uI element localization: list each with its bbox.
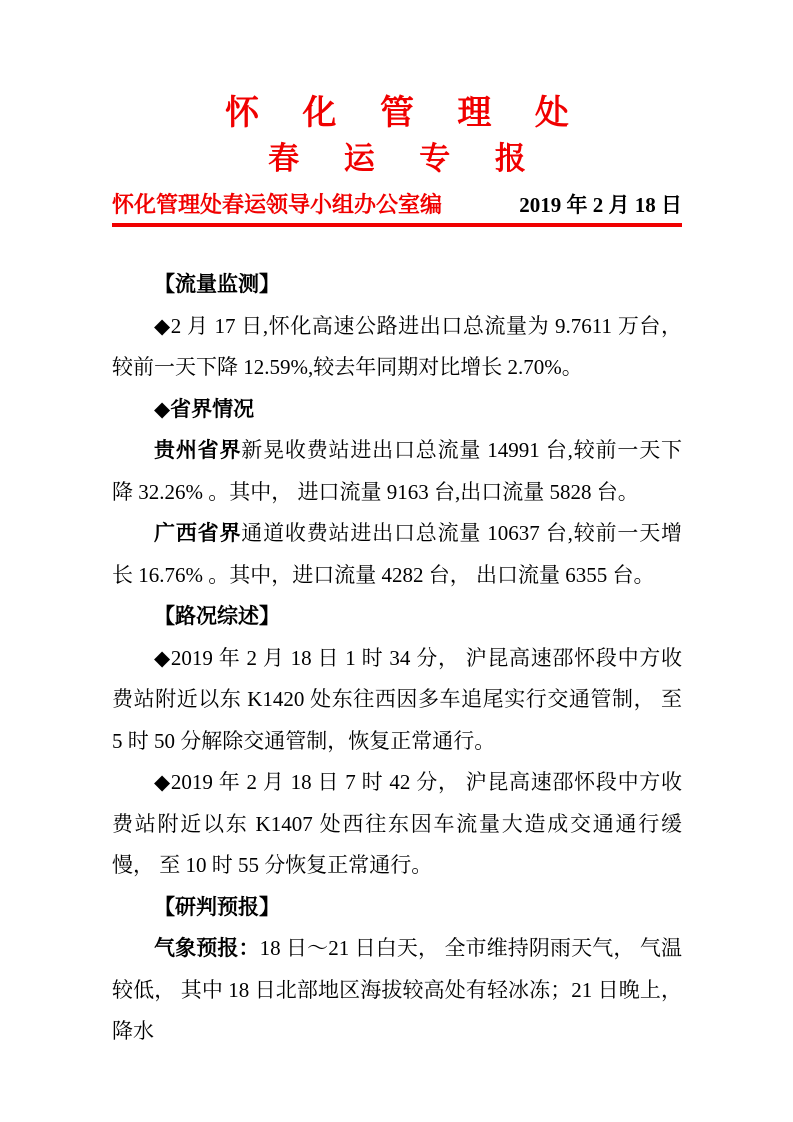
paragraph-lead: 气象预报： — [154, 937, 260, 960]
paragraph-text: 18 日～21 日白天， 全市维持阴雨天气， 气温较低， 其中 18 日北部地区海拔较高处有轻冰冻；21 日晚上， 降水 — [112, 936, 683, 1043]
paragraph — [112, 638, 682, 763]
paragraph — [112, 928, 682, 1053]
section-heading: 【流量监测】 — [154, 273, 280, 296]
issue-date: 2019 年 2 月 18 日 — [519, 193, 682, 217]
section-subheading: ◆省界情况 — [154, 397, 255, 421]
paragraph-text: 新晃收费站进出口总流量 14991 台,较前一天下降 32.26% 。其中， 进口流量 9163 台,出口流量 5828 台。 — [112, 438, 683, 504]
paragraph-lead: 广西省界 — [154, 522, 242, 545]
document-subtitle: 春 运 专 报 — [268, 141, 544, 176]
editor-line: 怀化管理处春运领导小组办公室编 — [112, 192, 443, 217]
header-meta-row — [112, 191, 682, 219]
paragraph — [112, 762, 682, 887]
section-heading: 【研判预报】 — [154, 895, 280, 919]
document-content — [112, 96, 682, 1053]
paragraph — [112, 430, 682, 513]
paragraph-text: ◆2019 年 2 月 18 日 7 时 42 分， 沪昆高速邵怀段中方收费站附近以东 K1407 处西往东因车流量大造成交通通行缓慢， 至 10 时 55 分恢复正常通行。 — [112, 770, 682, 877]
header-divider — [112, 223, 682, 227]
paragraph-text: 通道收费站进出口总流量 10637 台,较前一天增长 16.76% 。其中，进口流量 4282 台， 出口流量 6355 台。 — [112, 521, 683, 587]
document-body — [112, 264, 682, 1053]
document-title: 怀 化 管 理 处 — [225, 94, 586, 132]
paragraph-text: ◆2019 年 2 月 18 日 1 时 34 分， 沪昆高速邵怀段中方收费站附近以东 K1420 处东往西因多车追尾实行交通管制， 至 5 时 50 分解除交通管制，恢复正常通行。 — [112, 645, 682, 753]
paragraph-lead: 贵州省界 — [154, 439, 242, 462]
section-heading: 【路况综述】 — [154, 605, 280, 628]
paragraph — [112, 306, 682, 389]
paragraph-text: ◆2 月 17 日,怀化高速公路进出口总流量为 9.7611 万台， 较前一天下降 12.59%,较去年同期对比增长 2.70%。 — [112, 313, 682, 379]
paragraph — [112, 513, 682, 596]
